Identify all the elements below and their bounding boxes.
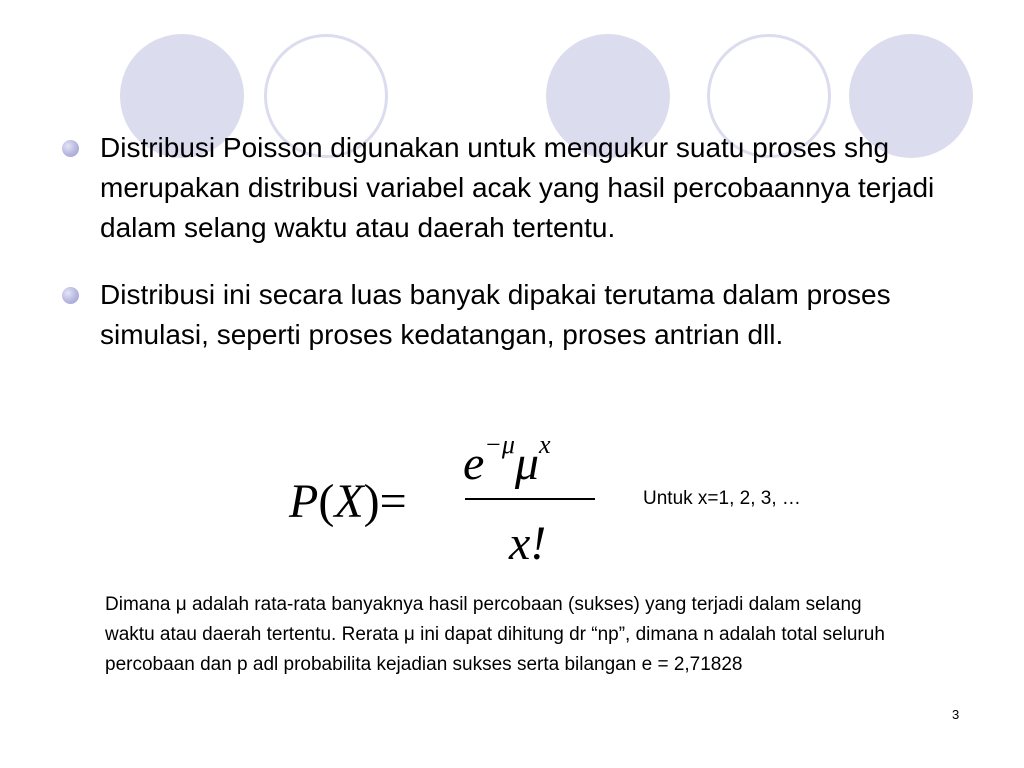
bullet-list xyxy=(62,128,982,382)
formula-condition: Untuk x=1, 2, 3, … xyxy=(643,488,801,509)
formula-denominator: x! xyxy=(509,517,547,570)
explanation-text: Dimana μ adalah rata-rata banyaknya hasil percobaan (sukses) yang terjadi dalam selang waktu atau daerah tertentu. Rerata μ ini dapat dihitung dr “np”, dimana n adalah total seluruh percobaan dan p adl probabilita kejadian sukses serta bilangan e = 2,71828 xyxy=(105,594,885,675)
formula-lhs: P(X)= xyxy=(289,475,407,528)
bullet-text: Distribusi ini secara luas banyak dipakai terutama dalam proses simulasi, seperti proses kedatangan, proses antrian dll. xyxy=(100,279,891,350)
bullet-icon xyxy=(62,287,79,304)
bullet-icon xyxy=(62,140,79,157)
formula-numerator: $e^{-\mu}\mu^x$ xyxy=(463,430,551,490)
page-number: 3 xyxy=(952,707,960,722)
bullet-item xyxy=(62,275,982,355)
bullet-text: Distribusi Poisson digunakan untuk mengukur suatu proses shg merupakan distribusi variabel acak yang hasil percobaannya terjadi dalam selang waktu atau daerah tertentu. xyxy=(100,132,935,243)
fraction-bar xyxy=(465,498,595,500)
bullet-item xyxy=(62,128,982,248)
poisson-formula xyxy=(285,430,605,576)
